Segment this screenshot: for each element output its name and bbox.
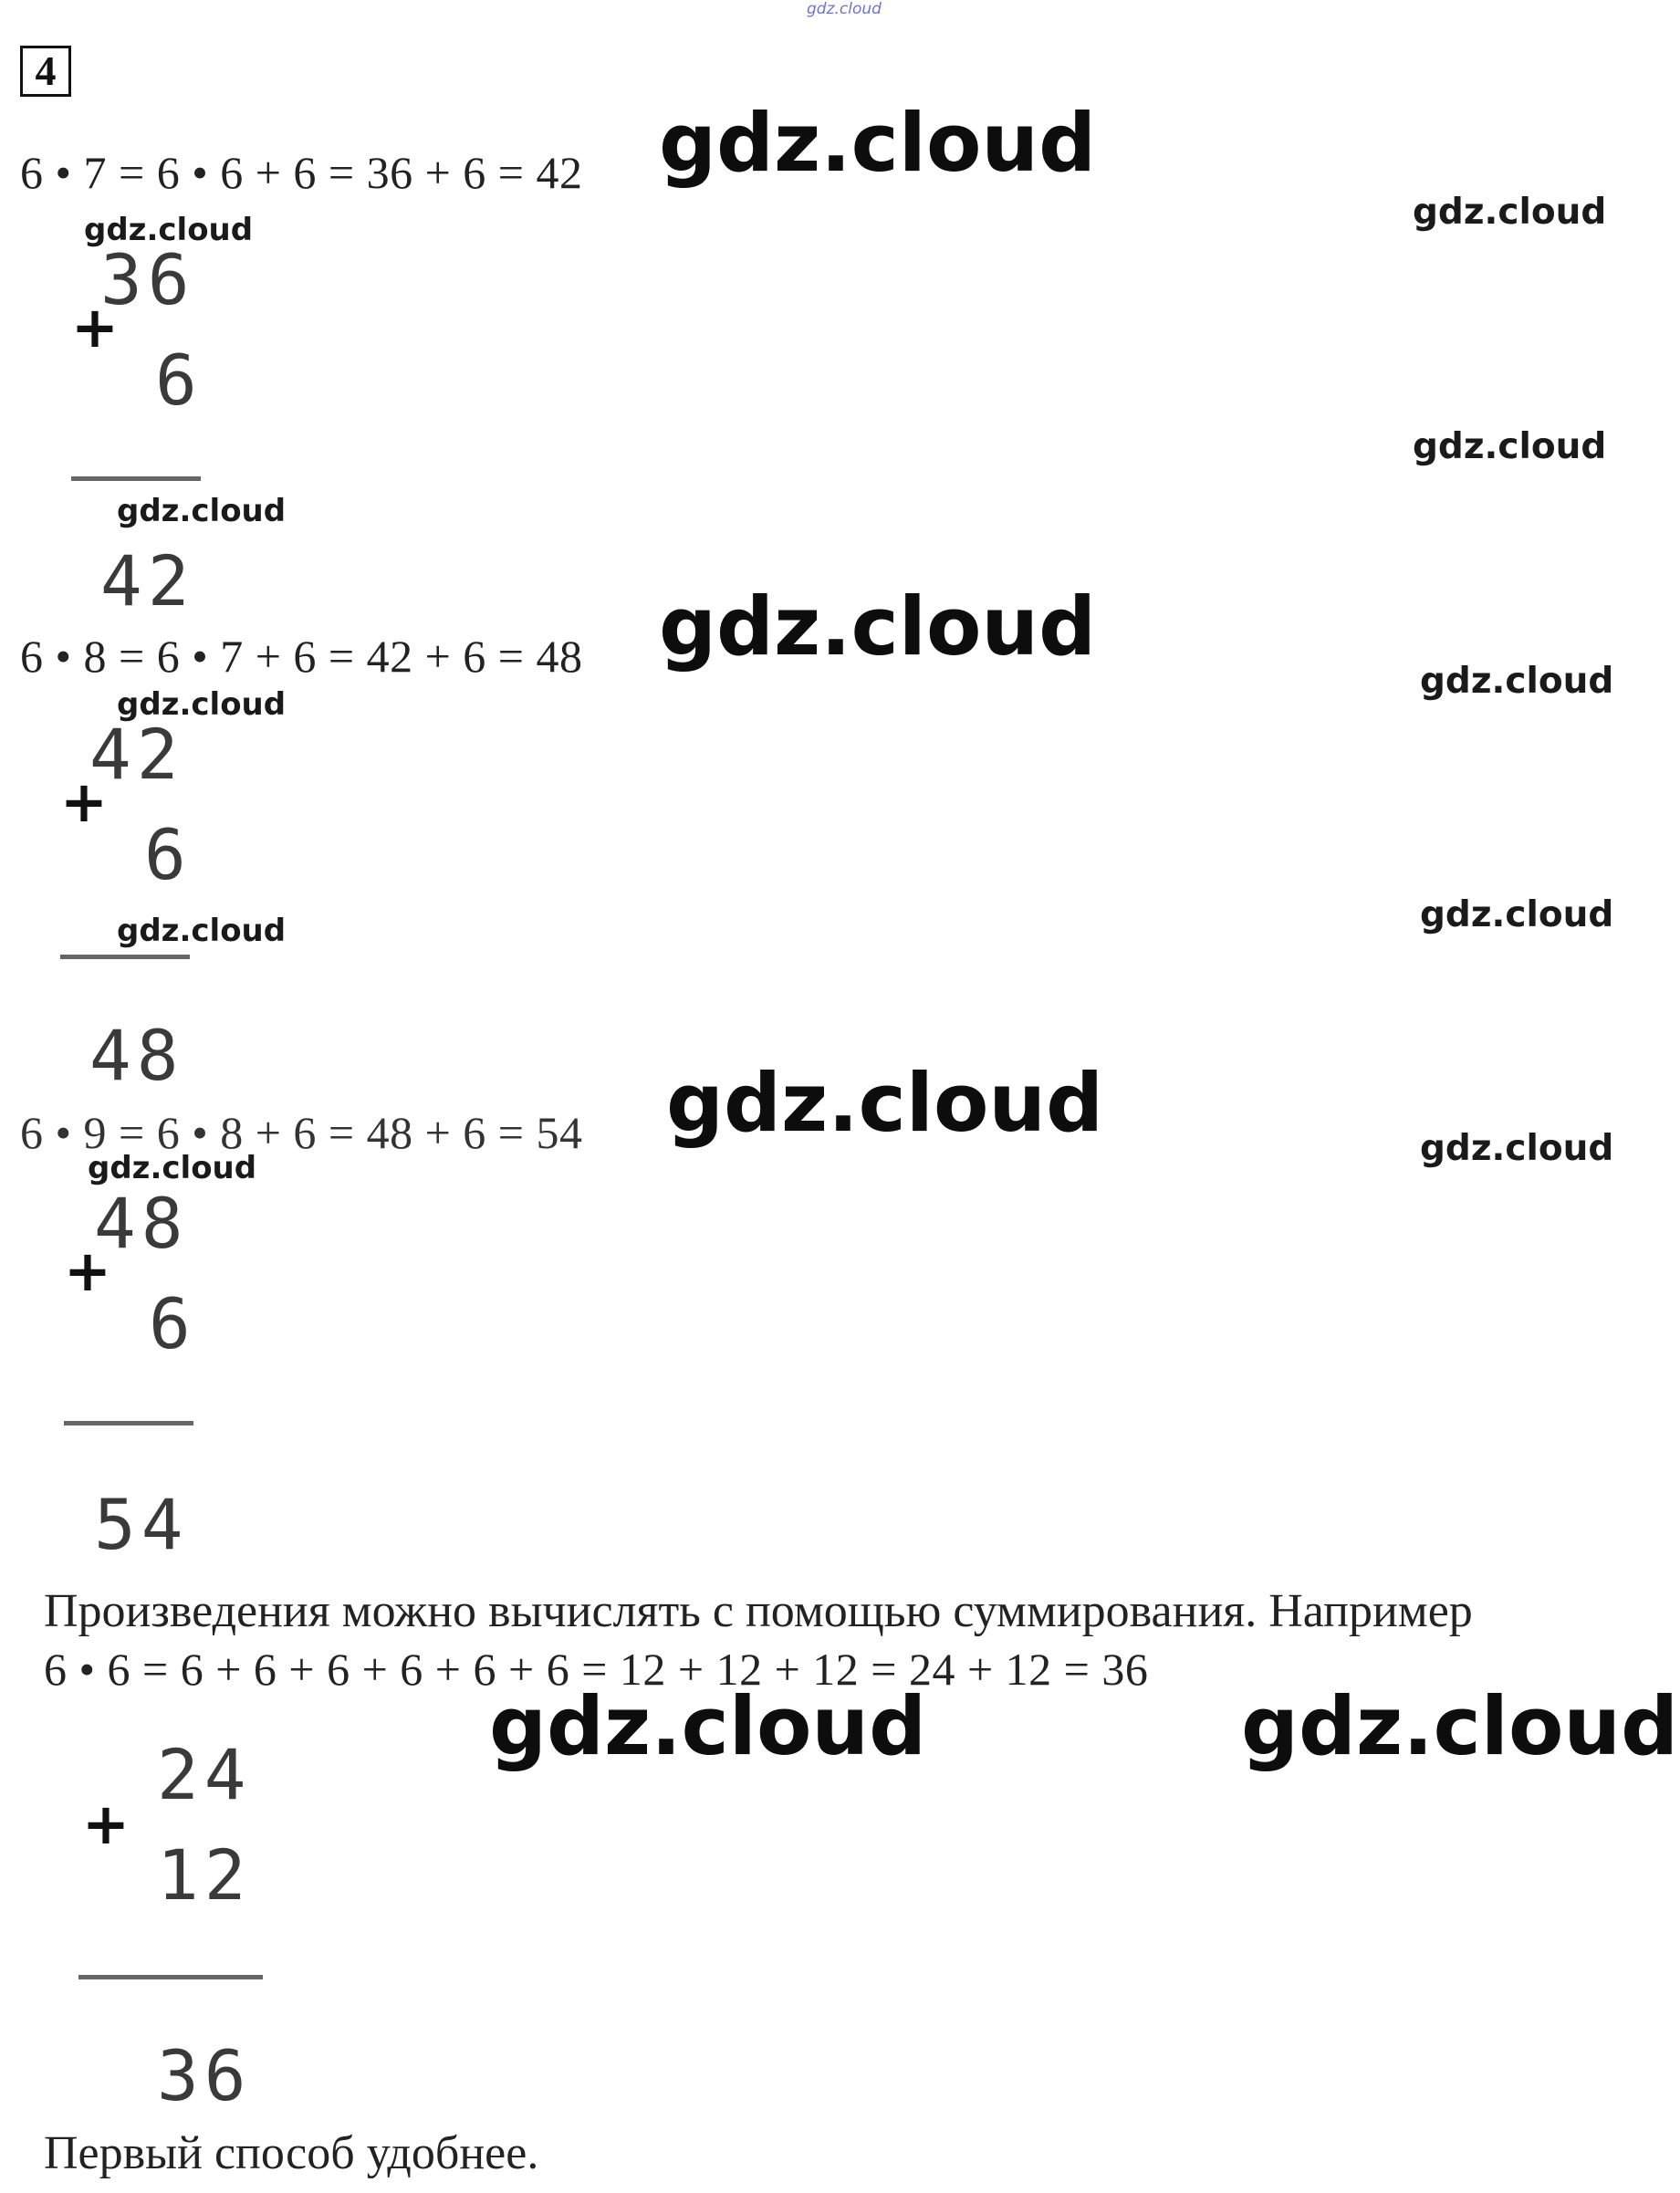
task-number-box: 4 xyxy=(20,46,71,97)
column-3-top: 48 xyxy=(94,1183,189,1264)
watermark-small: gdz.cloud xyxy=(1420,661,1614,702)
watermark-small: gdz.cloud xyxy=(117,686,287,723)
column-3-plus-icon: + xyxy=(64,1237,111,1304)
conclusion-text: Первый способ удобнее. xyxy=(44,2127,539,2179)
top-watermark: gdz.cloud xyxy=(807,0,882,18)
watermark-small: gdz.cloud xyxy=(84,212,254,248)
column-1-result: 42 xyxy=(100,540,195,621)
column-4-line xyxy=(78,1975,263,1979)
equation-1: 6 • 7 = 6 • 6 + 6 = 36 + 6 = 42 xyxy=(20,147,583,198)
watermark-small: gdz.cloud xyxy=(1420,894,1614,935)
equation-2: 6 • 8 = 6 • 7 + 6 = 42 + 6 = 48 xyxy=(20,631,583,682)
column-2-line xyxy=(60,955,190,959)
watermark-small: gdz.cloud xyxy=(1420,1128,1614,1169)
column-4-plus-icon: + xyxy=(82,1791,130,1857)
column-3-result: 54 xyxy=(94,1484,189,1565)
watermark-small: gdz.cloud xyxy=(117,493,287,529)
equation-4: 6 • 6 = 6 + 6 + 6 + 6 + 6 + 6 = 12 + 12 + 12 = 24 + 12 = 36 xyxy=(44,1644,1149,1695)
column-1-bottom: 6 xyxy=(155,339,203,421)
column-1-plus-icon: + xyxy=(71,294,119,360)
watermark-small: gdz.cloud xyxy=(1413,426,1607,467)
watermark-large: gdz.cloud xyxy=(1241,1679,1679,1773)
column-1-line xyxy=(71,476,201,481)
watermark-small: gdz.cloud xyxy=(1413,192,1607,233)
column-3-bottom: 6 xyxy=(149,1283,196,1364)
equation-3: 6 • 9 = 6 • 8 + 6 = 48 + 6 = 54 xyxy=(20,1107,583,1158)
column-4-top: 24 xyxy=(157,1734,252,1815)
column-2-top: 42 xyxy=(89,714,184,795)
column-2-result: 48 xyxy=(89,1015,184,1096)
column-2-bottom: 6 xyxy=(144,814,192,895)
column-3-line xyxy=(64,1421,193,1425)
column-1-top: 36 xyxy=(100,239,195,320)
watermark-large: gdz.cloud xyxy=(489,1679,927,1773)
column-2-plus-icon: + xyxy=(60,768,108,835)
watermark-large: gdz.cloud xyxy=(659,580,1097,674)
watermark-large: gdz.cloud xyxy=(666,1056,1104,1150)
explanation-text: Произведения можно вычислять с помощью суммирования. Например xyxy=(44,1585,1473,1637)
column-4-result: 36 xyxy=(157,2035,252,2116)
watermark-large: gdz.cloud xyxy=(659,96,1097,190)
watermark-small: gdz.cloud xyxy=(117,913,287,949)
column-4-bottom: 12 xyxy=(157,1834,252,1916)
watermark-small: gdz.cloud xyxy=(88,1150,257,1186)
